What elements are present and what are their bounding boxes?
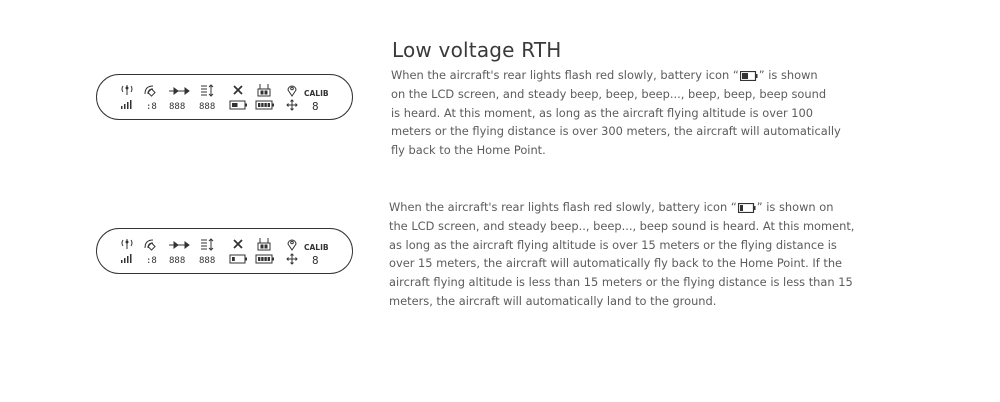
- altitude-icon: [201, 239, 213, 250]
- signal-tower-icon: [122, 85, 132, 95]
- move-arrows-icon: [287, 100, 297, 110]
- remote-controller-icon: [258, 238, 270, 250]
- distance-readout: 888: [169, 256, 186, 266]
- aircraft-battery-icon: [230, 255, 247, 263]
- paragraph-low-voltage-2: [389, 198, 879, 311]
- paragraph-line: the LCD screen, and steady beep.., beep..., beep sound is heard. At this moment,: [389, 218, 855, 233]
- paragraph-line: meters, the aircraft will automatically land to the ground.: [389, 293, 717, 308]
- distance-readout: 888: [169, 102, 186, 112]
- altitude-readout: 888: [199, 256, 216, 266]
- paragraph-line: fly back to the Home Point.: [391, 143, 546, 158]
- location-pin-icon: [288, 86, 296, 96]
- paragraph-line: over 15 meters, the aircraft will automatically fly back to the Home Point. If the: [389, 256, 843, 271]
- section-title: Low voltage RTH: [392, 38, 562, 62]
- rc-battery-icon: [256, 255, 274, 263]
- altitude-icon: [201, 85, 213, 96]
- paragraph-line: aircraft flying altitude is less than 15 meters or the flying distance is less than 15: [389, 275, 853, 290]
- signal-bars-icon: [121, 100, 132, 109]
- signal-tower-icon: [122, 239, 132, 249]
- satellite-count: :8: [146, 102, 157, 112]
- paragraph-line: is heard. At this moment, as long as the aircraft flying altitude is over 100: [391, 105, 814, 120]
- lcd-panel-2: [96, 228, 353, 274]
- rc-battery-icon: [256, 101, 274, 109]
- move-arrows-icon: [287, 254, 297, 264]
- satellite-icon: [145, 86, 155, 96]
- mode-digit: 8: [312, 100, 319, 113]
- satellite-count: :8: [146, 256, 157, 266]
- aircraft-battery-fill: [232, 103, 238, 107]
- signal-bars-icon: [121, 254, 132, 263]
- paragraph-line: When the aircraft's rear lights flash red slowly, battery icon “ ” is shown on: [389, 200, 834, 214]
- mode-digit: 8: [312, 254, 319, 267]
- satellite-icon: [145, 240, 155, 250]
- lcd-panel-1: [96, 74, 353, 120]
- battery-half-icon: [740, 71, 758, 81]
- paragraph-line: When the aircraft's rear lights flash red slowly, battery icon “ ” is shown: [391, 68, 818, 82]
- paragraph-line: on the LCD screen, and steady beep, beep, beep..., beep, beep, beep sound: [391, 86, 827, 101]
- calib-label: CALIB: [304, 243, 329, 252]
- paragraph-line: meters or the flying distance is over 300 meters, the aircraft will automatically: [391, 124, 841, 139]
- remote-controller-icon: [258, 84, 270, 96]
- distance-arrow-icon: [169, 242, 189, 248]
- paragraph-low-voltage-1: [391, 66, 871, 160]
- aircraft-battery-icon: [230, 101, 247, 109]
- battery-low-icon: [738, 203, 756, 213]
- paragraph-line: as long as the aircraft flying altitude is over 15 meters or the flying distance is: [389, 237, 837, 252]
- aircraft-icon: [234, 240, 242, 248]
- aircraft-battery-fill: [232, 257, 235, 261]
- location-pin-icon: [288, 240, 296, 250]
- altitude-readout: 888: [199, 102, 216, 112]
- aircraft-icon: [234, 86, 242, 94]
- calib-label: CALIB: [304, 89, 329, 98]
- distance-arrow-icon: [169, 88, 189, 94]
